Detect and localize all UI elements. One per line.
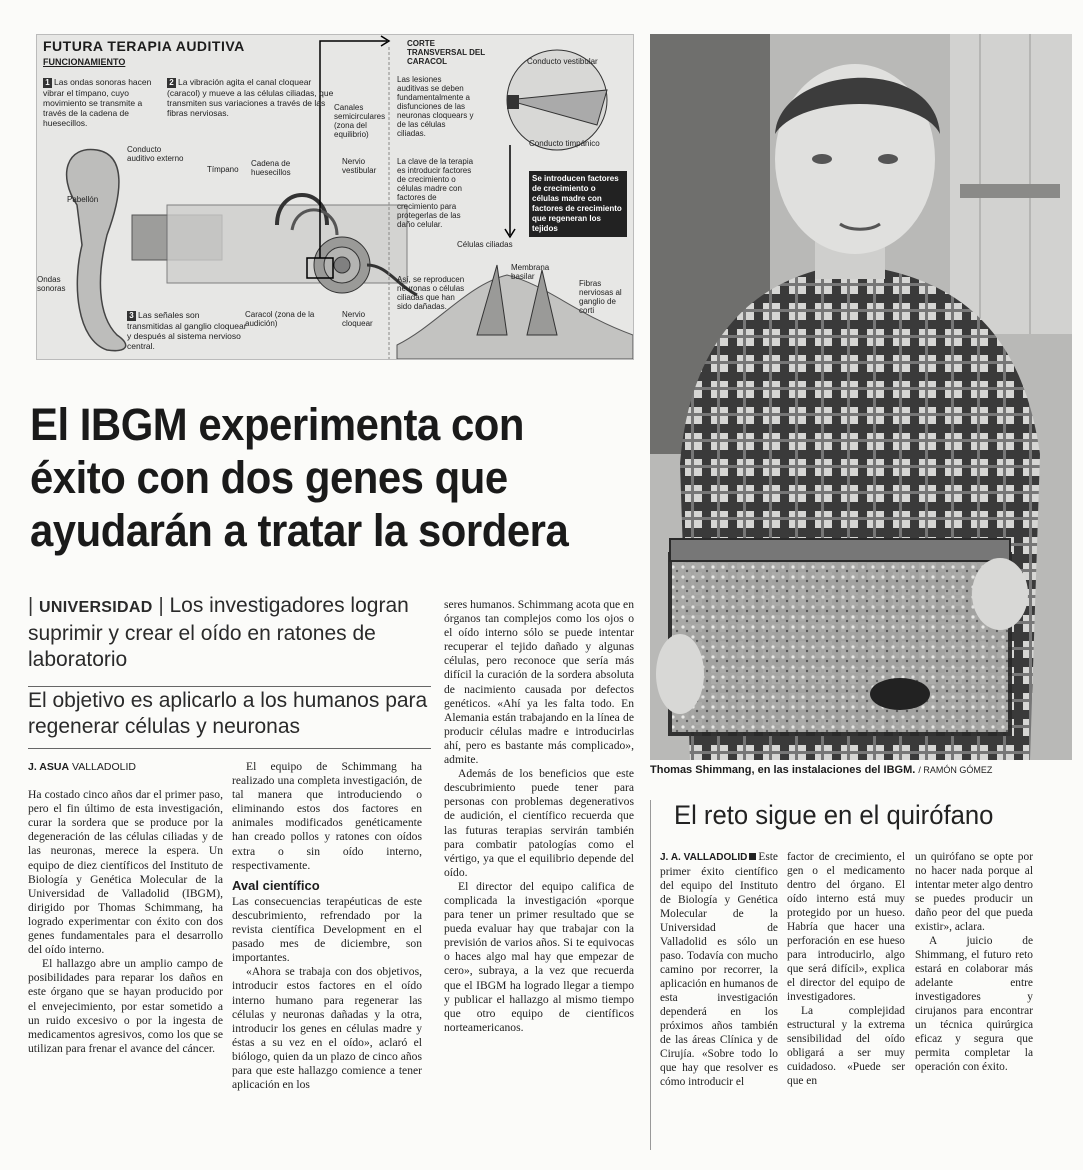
- sidebar-column-3: [915, 850, 1033, 1074]
- label-conducto-timpanico: Conducto timpánico: [529, 139, 600, 148]
- subheading: Aval científico: [232, 877, 320, 893]
- paragraph: El equipo de Schimmang ha realizado una completa investigación, de tal manera que introduciendo o eliminando estos dos factores en animales modificados genéticamente han creado pollos y ratones con oídos extra o sin oído interno, respectivamente.: [232, 760, 422, 872]
- step-2-number: 2: [167, 78, 176, 88]
- label-reproducen: Así, se reproducen neuronas o células ciliadas que han sido dañadas.: [397, 275, 465, 311]
- photo-caption-text: Thomas Shimmang, en las instalaciones del IBGM.: [650, 764, 916, 776]
- deck-line-1: Los investigadores logran suprimir y crear el oído en ratones de laboratorio: [28, 594, 409, 671]
- label-pabellon: Pabellón: [67, 195, 99, 204]
- label-conducto-vestibular: Conducto vestibular: [527, 57, 598, 66]
- paragraph: seres humanos. Schimmang acota que en órganos tan complejos como los ojos o el oído interno sólo se puede intentar recuperar el tejido dañado y algunas células, pero reconoce que sería más difícil la curación de la sordera absoluta de nacimiento causada por defectos genéticos. «Ahí ya les falta todo. En Alemania están trabajando en la línea de producir células madre e introducirlas ahí, pero es bastante más complicado», admite.: [444, 598, 634, 767]
- sidebar-paragraph: La complejidad estructural y la extrema sensibilidad del oído obligará a ser muy cuidadoso. «Puede ser que en: [787, 1005, 905, 1087]
- sidebar-paragraph: factor de crecimiento, el gen o el medicamento dentro del órgano. El oído interno está muy protegido por un hueso. Habría que hacer una perforación en ese hueso para introducirlo, algo que será difícil», explica el director del equipo de investigadores.: [787, 851, 905, 1003]
- label-lesiones: Las lesiones auditivas se deben fundamentalmente a disfunciones de las neuronas cloquears y de las células ciliadas.: [397, 75, 474, 138]
- article-column-3: [444, 598, 634, 1035]
- deck-rule-bottom: [28, 748, 431, 749]
- infographic-step-3: 3 Las señales son transmitidas al ganglio cloquear y después al sistema nervioso central.: [127, 310, 247, 351]
- deck-1: [28, 593, 428, 673]
- sidebar-column-1: [660, 850, 778, 1089]
- label-canales: Canales semicirculares (zona del equilibrio): [334, 103, 386, 139]
- sidebar-paragraph: J. A. VALLADOLID Este primer éxito científico del equipo del Instituto de Biología y Genética Molecular de la Universidad de Valladolid es sólo un paso. Todavía con mucho camino por recorrer, la aplicación en humanos de esta investigación dependerá en los próximos años también de las áreas Clínica y de Cirujía. «Sobre todo lo que hay que resolver es cómo introducir el: [660, 851, 778, 1088]
- photo-illustration: [650, 34, 1072, 760]
- sidebar-paragraph: un quirófano se opte por no hacer nada porque al intentar meter algo dentro se puedes producir un daño peor del que pueda existir», aclara.: [915, 851, 1033, 933]
- photo-caption: [650, 764, 1080, 776]
- ear-infographic: [36, 34, 634, 360]
- byline-square-icon: [749, 853, 756, 860]
- paragraph: Las consecuencias terapéuticas de este descubrimiento, refrendado por la revista científica Development en el pasado mes de diciembre, son importantes.: [232, 894, 422, 965]
- paragraph: El director del equipo califica de complicada la investigación «porque para tener un primer resultado que se pueda evaluar hay que trabajar con la previsión de varios años. Si te equivocas o haces algo mal hay que empezar de cero», subraya, a la vez que recuerda que el IBGM ha logrado llegar a tiempo y publicar el hallazgo al mismo tiempo que otro equipo de científicos norteamericanos.: [444, 879, 634, 1034]
- label-nervio-vestibular: Nervio vestibular: [342, 157, 377, 175]
- step-1-number: 1: [43, 78, 52, 88]
- label-conducto-auditivo: Conducto auditivo externo: [127, 145, 184, 163]
- headline: El IBGM experimenta con éxito con dos genes que ayudarán a tratar la sordera: [30, 399, 569, 556]
- article-column-2: [232, 760, 422, 1092]
- paragraph: El hallazgo abre un amplio campo de posibilidades para reparar los daños en este órgano que se hayan producido por el envejecimiento, por estar sometido a un ruido excesivo o por la ingesta de medicamentos agresivos, como los que se utilizan para frenar el avance del cáncer.: [28, 957, 223, 1055]
- infographic-step-1: 1 Las ondas sonoras hacen vibrar el tímpano, cuyo movimiento se transmite a través de la cadena de huesecillos.: [43, 77, 152, 128]
- label-corte-transversal: CORTE TRANSVERSAL DEL CARACOL: [407, 39, 485, 66]
- paragraph: Ha costado cinco años dar el primer paso, pero el fin último de esta investigación, curar la sordera que se produce por la degeneración de las células ciliadas y de las neuronas, merece la espera. Un equipo de diez científicos del Instituto de Biología y Genética Molecular de la Universidad de Valladolid (IBGM), dirigido por Thomas Schimmang, ha logrado experimentar con éxito con dos genes fundamentales para el desarrollo del oído interno.: [28, 788, 223, 957]
- label-fibras: Fibras nerviosas al ganglio de corti: [579, 279, 622, 315]
- step-3-number: 3: [127, 311, 136, 321]
- label-box-factores: Se introducen factores de crecimiento o células madre con factores de crecimiento que regeneran los tejidos: [529, 171, 627, 237]
- sidebar-column-2: [787, 850, 905, 1088]
- researcher-photo: [650, 34, 1072, 760]
- deck-rule-top: [28, 686, 431, 687]
- deck-separator-right: |: [158, 595, 164, 617]
- label-membrana: Membrana basilar: [511, 263, 550, 281]
- byline: [28, 760, 223, 774]
- label-ondas: Ondas sonoras: [37, 275, 66, 293]
- deck-line-2: El objetivo es aplicarlo a los humanos para regenerar células y neuronas: [28, 689, 428, 738]
- photo-credit: / RAMÓN GÓMEZ: [918, 765, 993, 775]
- sidebar-paragraph: A juicio de Shimmang, el futuro reto estará en colaborar más adelante entre investigadores y cirujanos para encontrar un técnica quirúrgica eficaz y segura que permita completar la operación con éxito.: [915, 935, 1033, 1073]
- label-timpano: Tímpano: [207, 165, 239, 174]
- section-label: UNIVERSIDAD: [39, 599, 153, 616]
- label-cadena: Cadena de huesecillos: [251, 159, 291, 177]
- byline-author: J. ASUA: [28, 761, 70, 773]
- paragraph: Además de los beneficios que este descubrimiento puede tener para personas con problemas degenerativos de audición, el científico recuerda que las futuras terapias servirán también para combatir patologías como el vértigo, ya que el equilibrio depende del oído.: [444, 767, 634, 879]
- byline-place: VALLADOLID: [71, 761, 136, 773]
- sidebar-byline: J. A. VALLADOLID: [660, 852, 748, 863]
- infographic-title: FUTURA TERAPIA AUDITIVA: [43, 38, 245, 54]
- label-caracol: Caracol (zona de la audición): [245, 310, 315, 328]
- article-column-1: [28, 760, 223, 1056]
- deck-separator-left: |: [28, 595, 34, 617]
- sidebar-divider: [650, 800, 651, 1150]
- paragraph: «Ahora se trabaja con dos objetivos, introducir estos factores en el oído interno humano para regenerar las células y neuronas dañadas y la otra, introducir los genes en células madre y éstas a su vez en el oído», aclaró el biólogo, quien da un plazo de cinco años para que este hallazgo comience a tener aplicación en los: [232, 965, 422, 1092]
- label-celulas-ciliadas: Células ciliadas: [457, 240, 513, 249]
- label-nervio-cloquear: Nervio cloquear: [342, 310, 373, 328]
- sidebar-title: El reto sigue en el quirófano: [674, 800, 994, 830]
- infographic-step-2: 2 La vibración agita el canal cloquear (caracol) y mueve a las células ciliadas, que transmiten sus variaciones a través de las fibras nerviosas.: [167, 77, 334, 118]
- infographic-subtitle: FUNCIONAMIENTO: [43, 57, 126, 67]
- label-clave: La clave de la terapia es introducir factores de crecimiento o células madre con factores de crecimiento para protegerlas de las daño celular.: [397, 157, 474, 229]
